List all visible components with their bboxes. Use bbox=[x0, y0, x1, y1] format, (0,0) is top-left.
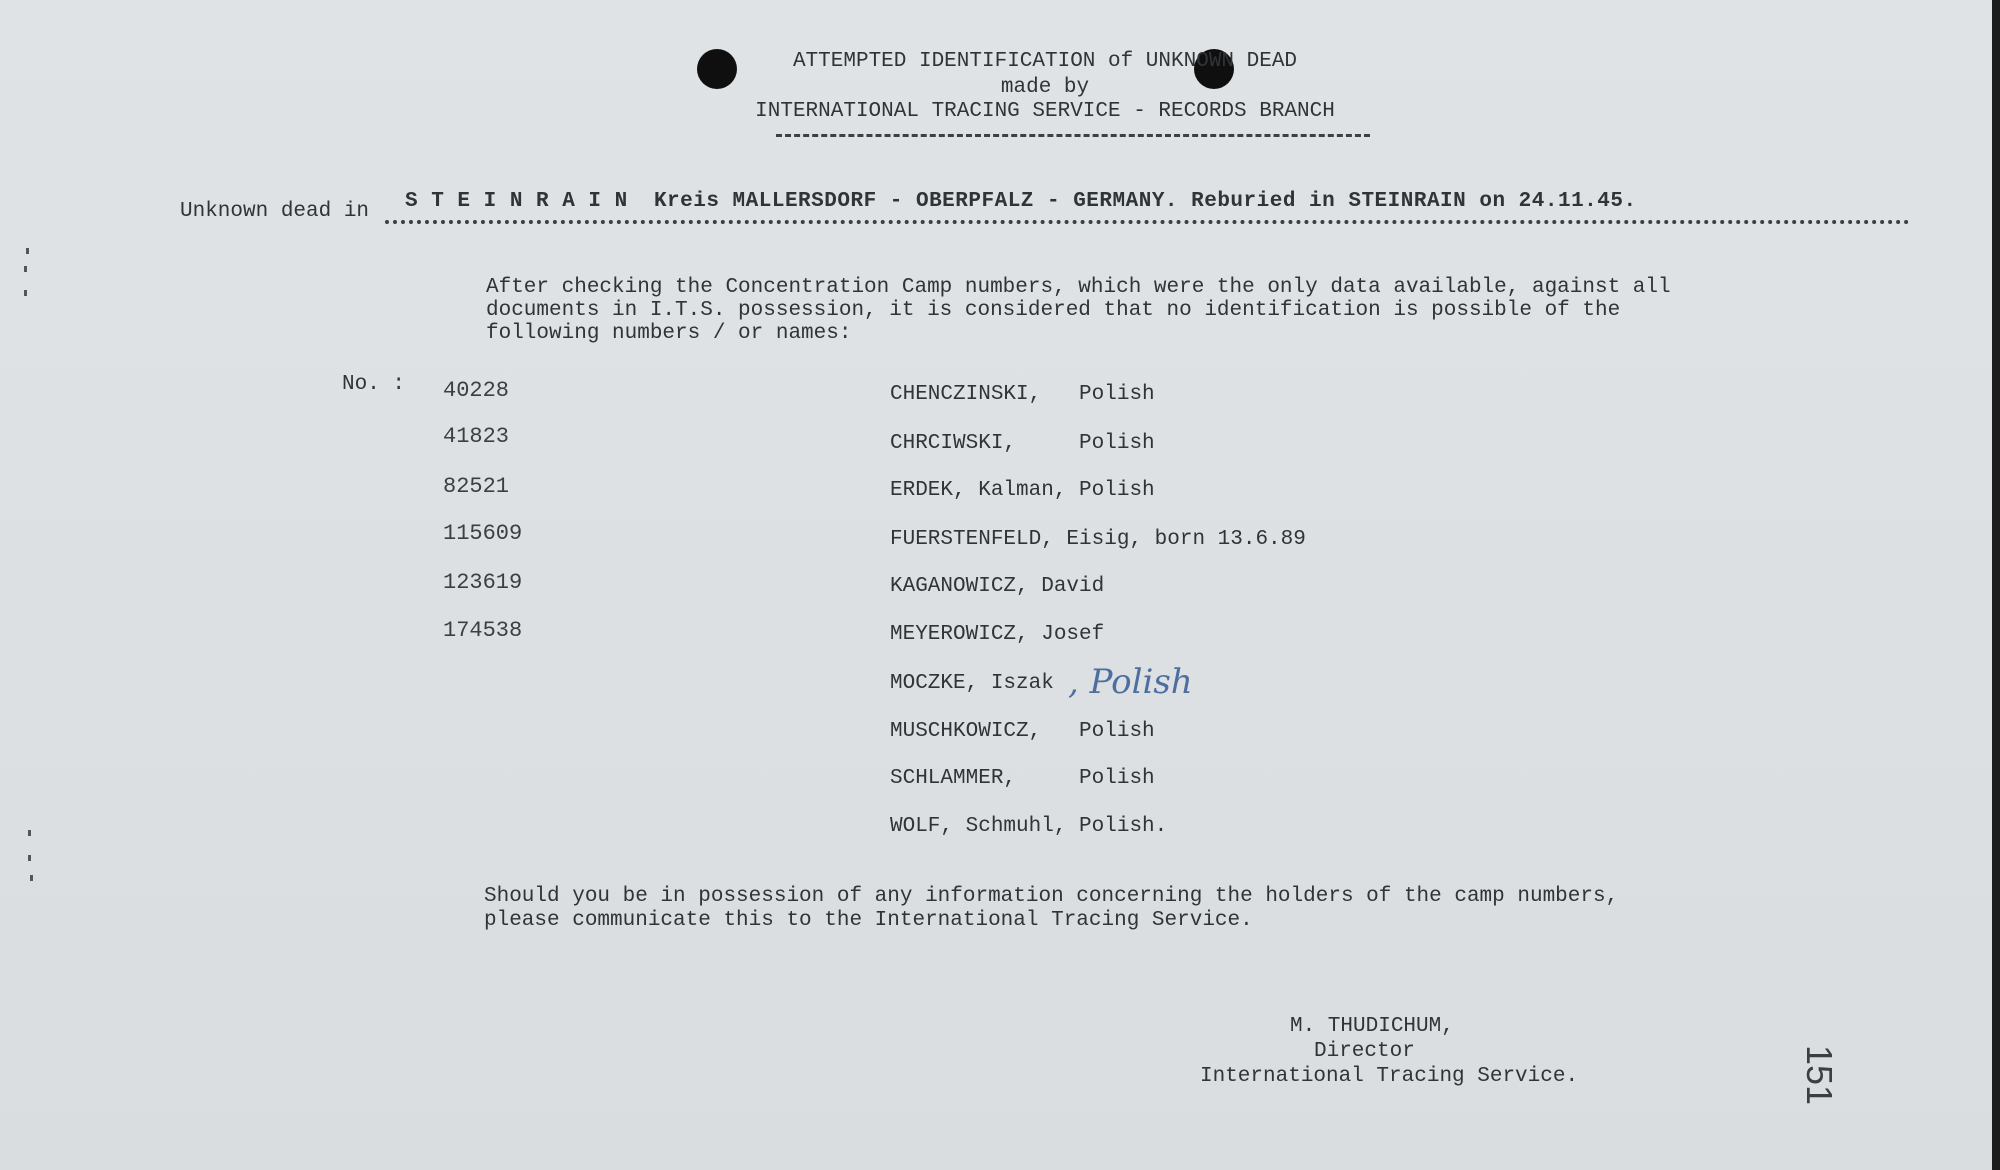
person-name: FUERSTENFELD, Eisig, born 13.6.89 bbox=[890, 528, 1306, 551]
camp-number: 174538 bbox=[443, 618, 523, 643]
handwritten-annotation: , Polish bbox=[1068, 662, 1193, 702]
signatory-organization: International Tracing Service. bbox=[1200, 1065, 1579, 1088]
page-number: 151 bbox=[1799, 1045, 1840, 1106]
intro-line: documents in I.T.S. possession, it is considered that no identification is possible of the bbox=[486, 299, 1621, 322]
margin-mark bbox=[24, 266, 27, 272]
closing-line: Should you be in possession of any information concerning the holders of the camp numbers, bbox=[484, 885, 1619, 908]
header-title: ATTEMPTED IDENTIFICATION of UNKNOWN DEAD bbox=[792, 50, 1298, 73]
intro-line: following numbers / or names: bbox=[486, 322, 852, 345]
camp-number: 123619 bbox=[443, 570, 523, 595]
signatory-name: M. THUDICHUM, bbox=[1290, 1015, 1454, 1038]
person-name: ERDEK, Kalman, Polish bbox=[890, 479, 1155, 502]
location-dotted-line bbox=[385, 220, 1910, 224]
closing-line: please communicate this to the International Tracing Service. bbox=[484, 909, 1253, 932]
person-name: MOCZKE, Iszak bbox=[890, 672, 1054, 695]
intro-line: After checking the Concentration Camp numbers, which were the only data available, against all bbox=[486, 276, 1671, 299]
camp-number: 82521 bbox=[443, 474, 510, 499]
number-prefix: No. : bbox=[342, 373, 406, 396]
margin-mark bbox=[30, 875, 33, 881]
location-label: Unknown dead in bbox=[180, 200, 370, 223]
camp-number: 40228 bbox=[443, 378, 510, 403]
header-rule bbox=[776, 134, 1370, 137]
header-organization: INTERNATIONAL TRACING SERVICE - RECORDS BRANCH bbox=[755, 100, 1335, 123]
person-name: MEYEROWICZ, Josef bbox=[890, 623, 1105, 646]
margin-mark bbox=[26, 248, 29, 254]
person-name: CHRCIWSKI, Polish bbox=[890, 432, 1155, 455]
location-value: S T E I N R A I N Kreis MALLERSDORF - OBERPFALZ - GERMANY. Reburied in STEINRAIN on 24.11.45. bbox=[405, 190, 1637, 213]
signatory-title: Director bbox=[1314, 1040, 1415, 1063]
header-made-by: made by bbox=[1000, 76, 1090, 99]
person-name: SCHLAMMER, Polish bbox=[890, 767, 1155, 790]
camp-number: 115609 bbox=[443, 521, 523, 546]
person-name: WOLF, Schmuhl, Polish. bbox=[890, 815, 1168, 838]
intro-paragraph bbox=[486, 276, 1671, 345]
person-name: KAGANOWICZ, David bbox=[890, 575, 1105, 598]
margin-mark bbox=[24, 290, 27, 296]
camp-number: 41823 bbox=[443, 424, 510, 449]
person-name: CHENCZINSKI, Polish bbox=[890, 383, 1155, 406]
punch-hole-left bbox=[697, 49, 737, 89]
closing-paragraph bbox=[484, 885, 1618, 933]
margin-mark bbox=[28, 830, 31, 836]
person-name: MUSCHKOWICZ, Polish bbox=[890, 720, 1155, 743]
margin-mark bbox=[28, 855, 31, 861]
